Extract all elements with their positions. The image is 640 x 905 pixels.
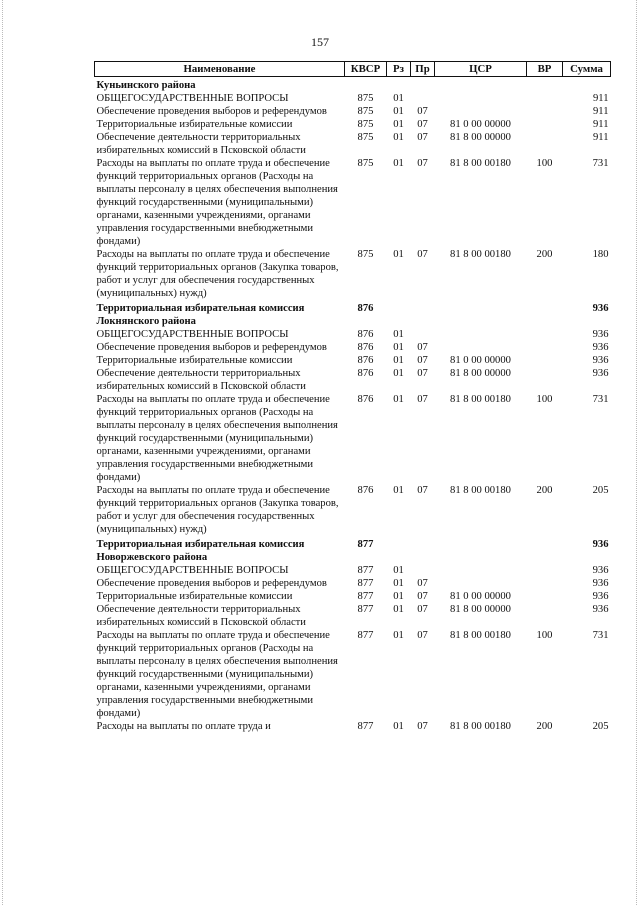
table-row [95, 77, 611, 93]
cell-rz: 01 [393, 93, 404, 104]
cell-rz: 01 [393, 158, 404, 169]
cell-name: Обеспечение деятельности территориальных избирательных комиссий в Псковской области [96, 368, 306, 392]
cell-name: Территориальная избирательная комиссия Новоржевского района [96, 539, 305, 563]
cell-kvsr: 875 [357, 249, 374, 260]
cell-kvsr: 875 [357, 158, 374, 169]
cell-vr [527, 367, 563, 393]
table-row [95, 367, 611, 393]
cell-kvsr: 875 [357, 119, 374, 130]
cell-vr: 100 [536, 158, 553, 169]
cell-kvsr: 876 [357, 485, 374, 496]
cell-csr [435, 92, 527, 105]
cell-vr [527, 341, 563, 354]
cell-sum [563, 77, 611, 93]
cell-csr [435, 328, 527, 341]
cell-pr: 07 [417, 249, 428, 260]
cell-name: Обеспечение проведения выборов и референдумов [96, 578, 327, 589]
cell-csr: 81 0 00 00000 [450, 355, 511, 366]
cell-sum: 731 [592, 158, 609, 169]
table-row [95, 603, 611, 629]
cell-kvsr: 877 [357, 721, 374, 732]
cell-vr [527, 536, 563, 564]
cell-vr: 200 [536, 721, 553, 732]
cell-csr [435, 536, 527, 564]
cell-pr [411, 328, 435, 341]
cell-kvsr: 876 [357, 394, 374, 405]
cell-name: Обеспечение деятельности территориальных избирательных комиссий в Псковской области [96, 604, 306, 628]
table-row [95, 341, 611, 354]
cell-vr: 200 [536, 485, 553, 496]
cell-rz: 01 [393, 604, 404, 615]
cell-kvsr: 877 [357, 591, 374, 602]
cell-vr [527, 300, 563, 328]
cell-pr: 07 [417, 342, 428, 353]
cell-rz: 01 [393, 329, 404, 340]
col-header-sum: Сумма [563, 62, 611, 77]
cell-sum: 936 [592, 329, 609, 340]
cell-csr [435, 577, 527, 590]
cell-vr [527, 564, 563, 577]
cell-name: Расходы на выплаты по оплате труда и обеспечение функций территориальных органов (Расходы на выплаты персоналу в целях обеспечения выполнения функций государственными (муниципальными) органами, казенными учреждениями, органами управления государственными внебюджетными фондами) [96, 394, 338, 483]
cell-rz: 01 [393, 132, 404, 143]
cell-kvsr: 877 [357, 630, 374, 641]
cell-pr [411, 536, 435, 564]
cell-name: ОБЩЕГОСУДАРСТВЕННЫЕ ВОПРОСЫ [96, 93, 289, 104]
cell-vr [527, 131, 563, 157]
table-row [95, 720, 611, 733]
cell-pr: 07 [417, 485, 428, 496]
cell-sum: 911 [593, 93, 609, 104]
right-page-edge [636, 0, 637, 905]
cell-csr: 81 8 00 00000 [450, 132, 511, 143]
cell-name: Куньинского района [96, 80, 196, 91]
cell-name: ОБЩЕГОСУДАРСТВЕННЫЕ ВОПРОСЫ [96, 565, 289, 576]
cell-name: Расходы на выплаты по оплате труда и обеспечение функций территориальных органов (Закупка товаров, работ и услуг для обеспечения государственных (муниципальных) нужд) [96, 249, 339, 299]
cell-vr [527, 603, 563, 629]
cell-csr [435, 564, 527, 577]
cell-vr [527, 577, 563, 590]
cell-name: Расходы на выплаты по оплате труда и [96, 721, 271, 732]
cell-kvsr: 877 [357, 565, 374, 576]
cell-rz: 01 [393, 368, 404, 379]
cell-kvsr: 876 [357, 368, 374, 379]
cell-rz: 01 [393, 119, 404, 130]
cell-kvsr: 876 [357, 355, 374, 366]
page-number: 157 [311, 35, 329, 49]
cell-kvsr: 875 [357, 106, 374, 117]
col-header-csr: ЦСР [435, 62, 527, 77]
cell-sum: 731 [592, 394, 609, 405]
cell-sum: 911 [593, 106, 609, 117]
cell-pr: 07 [417, 578, 428, 589]
cell-sum: 911 [593, 132, 609, 143]
cell-name: Территориальные избирательные комиссии [96, 355, 293, 366]
cell-name: Территориальная избирательная комиссия Локнянского района [96, 303, 305, 327]
cell-rz [387, 77, 411, 93]
cell-rz: 01 [393, 578, 404, 589]
cell-pr: 07 [417, 591, 428, 602]
table-row [95, 536, 611, 564]
cell-sum: 205 [592, 485, 609, 496]
cell-pr: 07 [417, 106, 428, 117]
cell-vr [527, 92, 563, 105]
cell-name: Обеспечение проведения выборов и референдумов [96, 106, 327, 117]
cell-csr [435, 77, 527, 93]
cell-pr: 07 [417, 355, 428, 366]
cell-vr [527, 118, 563, 131]
cell-sum: 936 [592, 355, 609, 366]
cell-sum: 180 [592, 249, 609, 260]
budget-table [94, 61, 611, 733]
cell-rz: 01 [393, 591, 404, 602]
cell-csr: 81 8 00 00180 [450, 249, 511, 260]
cell-pr: 07 [417, 158, 428, 169]
cell-csr [435, 105, 527, 118]
cell-sum: 936 [592, 342, 609, 353]
cell-name: Расходы на выплаты по оплате труда и обеспечение функций территориальных органов (Закупка товаров, работ и услуг для обеспечения государственных (муниципальных) нужд) [96, 485, 339, 535]
cell-csr: 81 8 00 00180 [450, 394, 511, 405]
cell-csr [435, 300, 527, 328]
cell-kvsr: 876 [357, 342, 374, 353]
left-page-edge [2, 0, 3, 905]
cell-rz: 01 [393, 342, 404, 353]
table-row [95, 484, 611, 536]
cell-rz: 01 [393, 249, 404, 260]
cell-rz: 01 [393, 565, 404, 576]
cell-vr [527, 105, 563, 118]
table-row [95, 248, 611, 300]
cell-kvsr: 875 [357, 93, 374, 104]
cell-pr [411, 77, 435, 93]
cell-sum: 936 [592, 591, 609, 602]
cell-rz: 01 [393, 106, 404, 117]
table-row [95, 118, 611, 131]
table-row [95, 629, 611, 720]
col-header-kvsr: КВСР [345, 62, 387, 77]
cell-csr: 81 0 00 00000 [450, 119, 511, 130]
cell-rz [387, 300, 411, 328]
cell-sum: 936 [592, 578, 609, 589]
cell-name: Расходы на выплаты по оплате труда и обеспечение функций территориальных органов (Расходы на выплаты персоналу в целях обеспечения выполнения функций государственными (муниципальными) органами, казенными учреждениями, органами управления государственными внебюджетными фондами) [96, 630, 338, 719]
cell-sum: 911 [593, 119, 609, 130]
cell-pr: 07 [417, 630, 428, 641]
cell-name: Расходы на выплаты по оплате труда и обеспечение функций территориальных органов (Расходы на выплаты персоналу в целях обеспечения выполнения функций государственными (муниципальными) органами, казенными учреждениями, органами управления государственными внебюджетными фондами) [96, 158, 338, 247]
cell-pr: 07 [417, 132, 428, 143]
table-row [95, 105, 611, 118]
cell-name: Обеспечение проведения выборов и референдумов [96, 342, 327, 353]
table-body [95, 77, 611, 734]
table-row [95, 393, 611, 484]
cell-kvsr: 875 [357, 132, 374, 143]
cell-vr [527, 590, 563, 603]
table-row [95, 590, 611, 603]
cell-pr: 07 [417, 368, 428, 379]
col-header-rz: Рз [387, 62, 411, 77]
cell-sum: 936 [592, 368, 609, 379]
cell-sum: 205 [592, 721, 609, 732]
cell-rz: 01 [393, 355, 404, 366]
cell-kvsr: 876 [357, 303, 374, 314]
cell-sum: 936 [592, 565, 609, 576]
cell-name: Обеспечение деятельности территориальных избирательных комиссий в Псковской области [96, 132, 306, 156]
cell-kvsr: 876 [357, 329, 374, 340]
table-row [95, 328, 611, 341]
cell-sum: 936 [592, 303, 609, 314]
table-row [95, 300, 611, 328]
cell-pr: 07 [417, 604, 428, 615]
cell-pr: 07 [417, 394, 428, 405]
table-row [95, 354, 611, 367]
cell-pr [411, 564, 435, 577]
cell-sum: 936 [592, 604, 609, 615]
cell-pr: 07 [417, 119, 428, 130]
cell-csr: 81 0 00 00000 [450, 591, 511, 602]
col-header-vr: ВР [527, 62, 563, 77]
cell-name: ОБЩЕГОСУДАРСТВЕННЫЕ ВОПРОСЫ [96, 329, 289, 340]
cell-rz: 01 [393, 485, 404, 496]
cell-name: Территориальные избирательные комиссии [96, 591, 293, 602]
cell-vr [527, 77, 563, 93]
table-row [95, 577, 611, 590]
cell-rz: 01 [393, 394, 404, 405]
cell-csr: 81 8 00 00000 [450, 368, 511, 379]
cell-pr: 07 [417, 721, 428, 732]
cell-rz: 01 [393, 721, 404, 732]
cell-pr [411, 92, 435, 105]
table-row [95, 564, 611, 577]
cell-csr: 81 8 00 00180 [450, 721, 511, 732]
cell-csr: 81 8 00 00180 [450, 630, 511, 641]
cell-vr: 100 [536, 630, 553, 641]
cell-vr [527, 354, 563, 367]
cell-pr [411, 300, 435, 328]
table-row [95, 157, 611, 248]
table-row [95, 131, 611, 157]
cell-vr: 100 [536, 394, 553, 405]
cell-kvsr [345, 77, 387, 93]
table-header-row [95, 62, 611, 77]
cell-csr: 81 8 00 00180 [450, 158, 511, 169]
table-row [95, 92, 611, 105]
cell-sum: 731 [592, 630, 609, 641]
cell-rz: 01 [393, 630, 404, 641]
cell-csr [435, 341, 527, 354]
cell-rz [387, 536, 411, 564]
col-header-name: Наименование [95, 62, 345, 77]
cell-csr: 81 8 00 00180 [450, 485, 511, 496]
col-header-pr: Пр [411, 62, 435, 77]
cell-kvsr: 877 [357, 539, 374, 550]
cell-kvsr: 877 [357, 578, 374, 589]
cell-name: Территориальные избирательные комиссии [96, 119, 293, 130]
cell-vr [527, 328, 563, 341]
cell-vr: 200 [536, 249, 553, 260]
cell-sum: 936 [592, 539, 609, 550]
cell-kvsr: 877 [357, 604, 374, 615]
cell-csr: 81 8 00 00000 [450, 604, 511, 615]
